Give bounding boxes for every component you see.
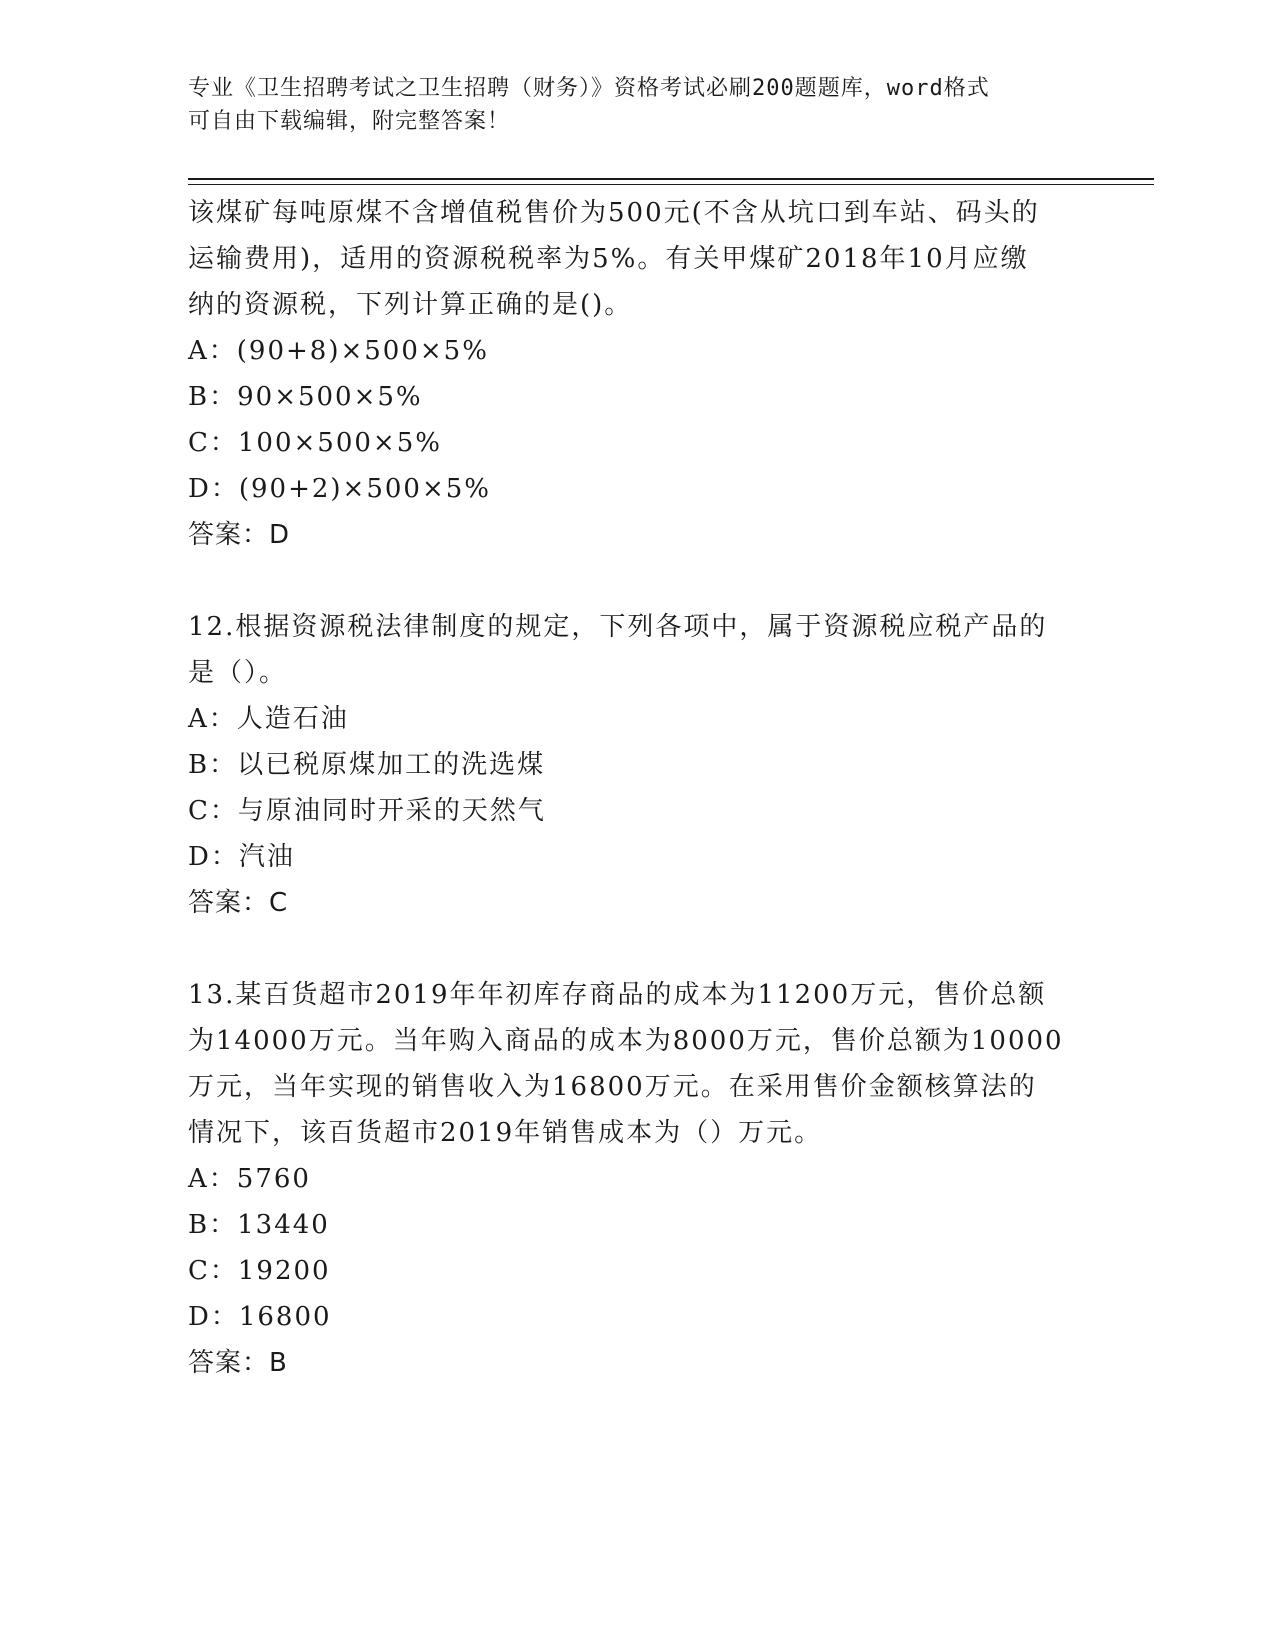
question-text-line: 是（）。 [188,658,288,688]
option-b: B：以已税原煤加工的洗选煤 [188,750,546,780]
option-d: D：汽油 [188,842,295,872]
option-b: B：90×500×5% [188,382,423,412]
question-text-line: 该煤矿每吨原煤不含增值税售价为500元(不含从坑口到车站、码头的 [188,198,1040,228]
option-a: A：5760 [188,1164,311,1194]
answer-label: 答案：D [188,520,291,550]
question-13 [188,972,1078,1386]
question-text-line: 运输费用)，适用的资源税税率为5%。有关甲煤矿2018年10月应缴 [188,244,1029,274]
document-body [188,190,1078,1386]
option-a: A：(90+8)×500×5% [188,336,489,366]
question-11 [188,190,1078,558]
document-header [188,72,1088,138]
question-text-line: 为14000万元。当年购入商品的成本为8000万元，售价总额为10000 [188,1026,1064,1056]
header-divider-thin [188,184,1154,185]
question-text-line: 纳的资源税，下列计算正确的是()。 [188,290,633,320]
option-c: C：与原油同时开采的天然气 [188,796,546,826]
question-text-line: 12.根据资源税法律制度的规定，下列各项中，属于资源税应税产品的 [188,612,1048,642]
header-line-1: 专业《卫生招聘考试之卫生招聘（财务）》资格考试必刷200题题库，word格式 [188,76,990,101]
question-text-line: 13.某百货超市2019年年初库存商品的成本为11200万元，售价总额 [188,980,1047,1010]
option-b: B：13440 [188,1210,330,1240]
question-text-line: 万元，当年实现的销售收入为16800万元。在采用售价金额核算法的 [188,1072,1037,1102]
option-d: D：(90+2)×500×5% [188,474,491,504]
option-c: C：19200 [188,1256,331,1286]
option-c: C：100×500×5% [188,428,442,458]
question-text-line: 情况下，该百货超市2019年销售成本为（）万元。 [188,1118,823,1148]
option-a: A：人造石油 [188,704,349,734]
header-divider-thick [188,178,1154,180]
answer-label: 答案：B [188,1348,288,1378]
answer-label: 答案：C [188,888,289,918]
header-line-2: 可自由下载编辑，附完整答案！ [188,109,511,134]
option-d: D：16800 [188,1302,332,1332]
question-12 [188,604,1078,926]
